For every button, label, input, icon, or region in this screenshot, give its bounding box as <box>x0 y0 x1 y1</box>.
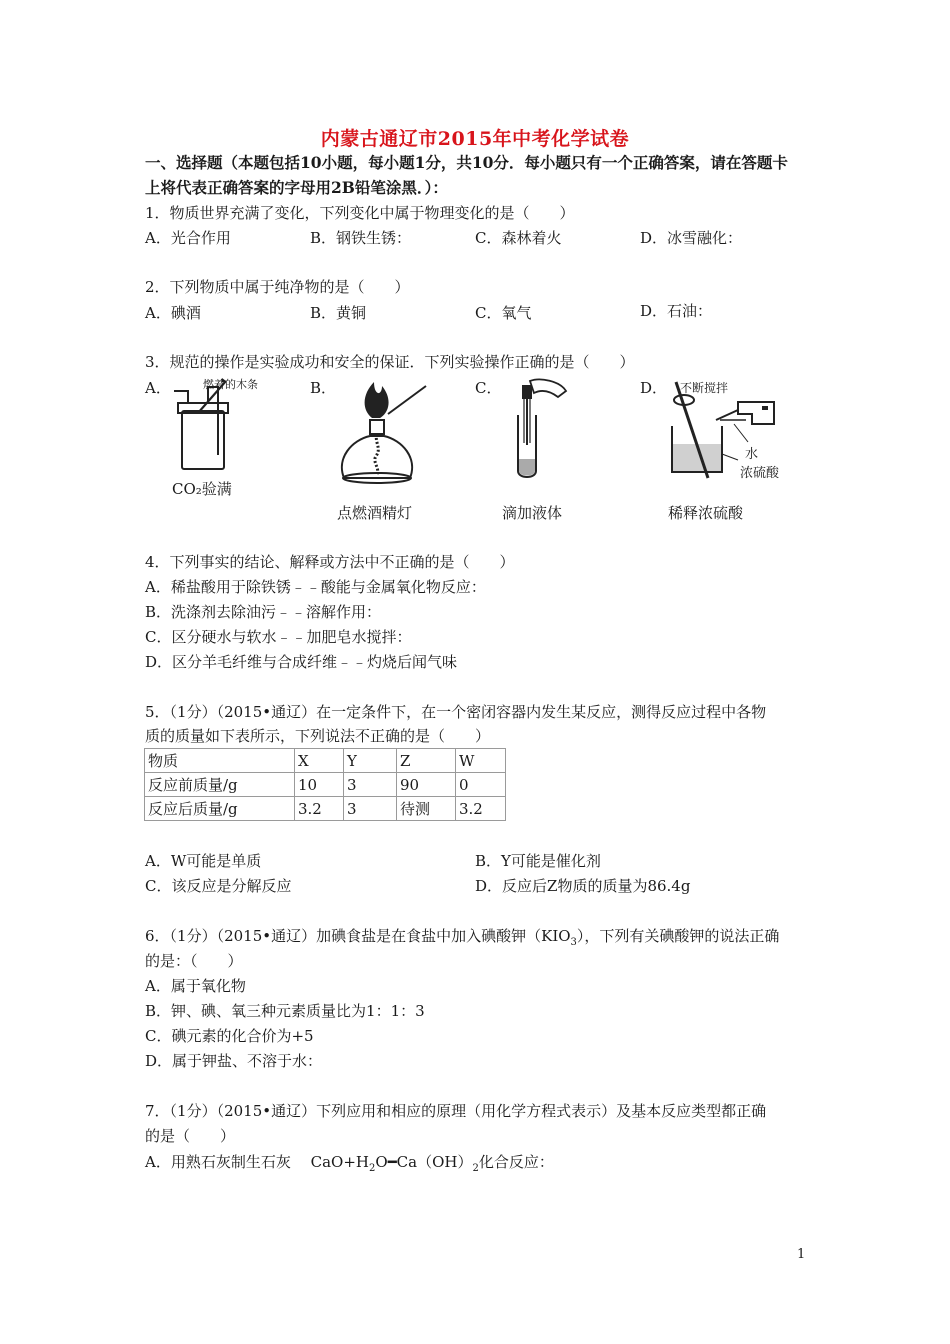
q6-stem-line2: 的是：（ ） <box>145 952 243 970</box>
q6-option-a: A．属于氧化物 <box>145 977 246 995</box>
q5-option-a: A．W可能是单质 <box>145 852 262 870</box>
table-cell: 反应后质量/g <box>145 797 295 821</box>
table-row <box>145 749 506 773</box>
fig-d-label-stir: 不断搅拌 <box>680 381 729 395</box>
table-cell: 3.2 <box>295 797 344 821</box>
section-heading-line1: 一、选择题（本题包括10小题，每小题1分，共10分．每小题只有一个正确答案，请在答题卡 <box>145 153 788 172</box>
table-cell: X <box>295 749 344 773</box>
table-cell: 物质 <box>145 749 295 773</box>
table-row <box>145 797 506 821</box>
q3-option-b: B． <box>310 379 337 397</box>
fig-d-label-water: 水 <box>745 447 759 462</box>
q2-option-d: D．石油： <box>640 302 713 320</box>
q2-stem: 2．下列物质中属于纯净物的是（ ） <box>145 278 410 296</box>
q5-option-b: B．Y可能是催化剂 <box>475 852 601 870</box>
q2-option-b: B．黄铜 <box>310 304 367 322</box>
exam-title: 内蒙古通辽市2015年中考化学试卷 <box>320 128 630 150</box>
q5-option-c: C．该反应是分解反应 <box>145 877 292 895</box>
q1-option-d: D．冰雪融化： <box>640 229 743 247</box>
q7-stem-line2: 的是（ ） <box>145 1127 236 1145</box>
q1-option-c: C．森林着火 <box>475 229 562 247</box>
q5-option-d: D．反应后Z物质的质量为86.4g <box>475 877 691 895</box>
table-cell: 3 <box>344 773 397 797</box>
q3-option-c: C． <box>475 379 502 397</box>
q6-option-c: C．碘元素的化合价为+5 <box>145 1027 314 1045</box>
q3-stem: 3．规范的操作是实验成功和安全的保证．下列实验操作正确的是（ ） <box>145 353 635 371</box>
q1-option-a: A．光合作用 <box>145 229 231 247</box>
table-cell: 90 <box>397 773 456 797</box>
fig-d-label-acid: 浓硫酸 <box>740 466 780 481</box>
fig-a-caption: CO₂验满 <box>172 480 232 498</box>
page-number: 1 <box>797 1247 806 1262</box>
q5-stem-line2: 质的质量如下表所示，下列说法不正确的是（ ） <box>145 727 491 745</box>
fig-b-caption: 点燃酒精灯 <box>337 504 413 522</box>
q7-stem-line1: 7．（1分）（2015•通辽）下列应用和相应的原理（用化学方程式表示）及基本反应类型都正确 <box>145 1102 767 1120</box>
q1-stem: 1．物质世界充满了变化，下列变化中属于物理变化的是（ ） <box>145 204 575 222</box>
fig-c-caption: 滴加液体 <box>502 504 563 522</box>
q4-option-c: C．区分硬水与软水﹣﹣加肥皂水搅拌： <box>145 628 412 646</box>
q2-option-a: A．碘酒 <box>145 304 201 322</box>
table-cell: 0 <box>456 773 506 797</box>
q3-option-a: A． <box>145 379 171 397</box>
q3-option-d: D． <box>640 379 668 397</box>
table-cell: 待测 <box>397 797 456 821</box>
table-cell: 3 <box>344 797 397 821</box>
q2-option-c: C．氧气 <box>475 304 532 322</box>
q4-option-b: B．洗涤剂去除油污﹣﹣溶解作用： <box>145 603 382 621</box>
table-cell: Z <box>397 749 456 773</box>
table-cell: 3.2 <box>456 797 506 821</box>
q4-option-a: A．稀盐酸用于除铁锈﹣﹣酸能与金属氧化物反应： <box>145 578 486 596</box>
fig-d-caption: 稀释浓硫酸 <box>668 504 744 522</box>
table-cell: Y <box>344 749 397 773</box>
dropper-figure <box>500 375 570 490</box>
table-cell: 反应前质量/g <box>145 773 295 797</box>
q4-option-d: D．区分羊毛纤维与合成纤维﹣﹣灼烧后闻气味 <box>145 653 458 671</box>
q6-option-b: B．钾、碘、氧三种元素质量比为1：1：3 <box>145 1002 425 1020</box>
alcohol-lamp-figure <box>330 378 430 493</box>
table-cell: 10 <box>295 773 344 797</box>
q5-stem-line1: 5．（1分）（2015•通辽）在一定条件下，在一个密闭容器内发生某反应，测得反应过程中各物 <box>145 703 767 721</box>
q4-stem: 4．下列事实的结论、解释或方法中不正确的是（ ） <box>145 553 515 571</box>
fig-a-label: 燃着的木条 <box>203 378 258 391</box>
section-heading-line2: 上将代表正确答案的字母用2B铅笔涂黑．）： <box>145 178 448 197</box>
table-row <box>145 773 506 797</box>
q7-option-a: A．用熟石灰制生石灰 $CaO+H_2O━Ca(OH)_2$化合反应： <box>145 1153 554 1174</box>
table-cell: W <box>456 749 506 773</box>
mass-table <box>144 748 506 821</box>
q6-stem-line1: 6．（1分）（2015•通辽）加碘食盐是在食盐中加入碘酸钾$(KIO_3)$，下列有关碘酸钾的说法正确 <box>145 927 780 948</box>
q6-option-d: D．属于钾盐、不溶于水： <box>145 1052 323 1070</box>
q1-option-b: B．钢铁生锈： <box>310 229 412 247</box>
